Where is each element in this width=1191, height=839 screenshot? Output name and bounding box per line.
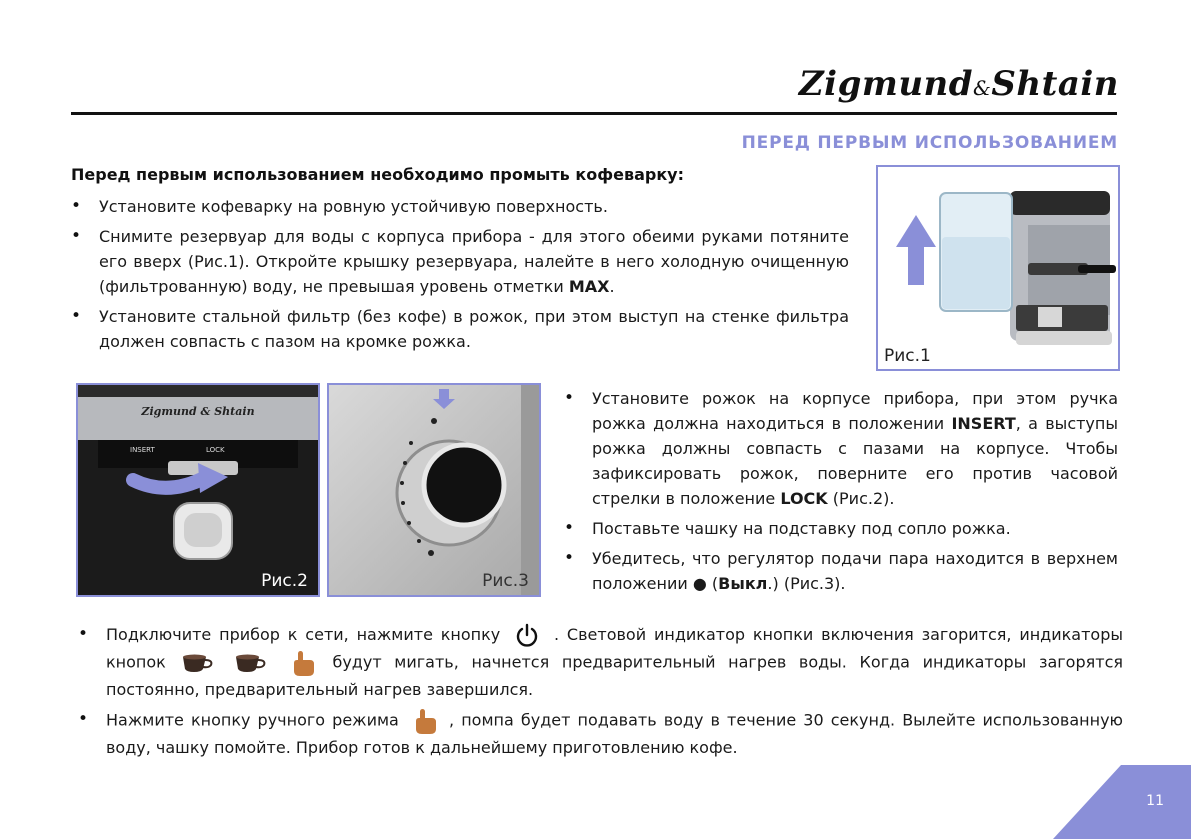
power-icon [514, 623, 540, 649]
page-corner-decoration [1053, 765, 1191, 839]
section-title: ПЕРЕД ПЕРВЫМ ИСПОЛЬЗОВАНИЕМ [741, 133, 1118, 153]
brand-logo-right: Shtain [991, 64, 1119, 104]
hand-press-icon [410, 707, 438, 735]
figure-2-lock-text: LOCK [206, 446, 225, 454]
figure-2-insert-text: INSERT [130, 446, 155, 454]
list-item: • Снимите резервуар для воды с корпуса прибора - для этого обеими руками потяните его вверх (Рис.1). Откройте крышку резервуара, налейте в него холодную очищенную (фильтрованную) воду, не превышая уровень отметки MAX. [71, 224, 849, 299]
cup-double-icon [233, 652, 269, 674]
figure-1-label: Рис.1 [884, 346, 931, 366]
brand-logo-left: Zigmund [798, 64, 974, 104]
steps-list-2 [564, 386, 1118, 601]
steps-list-3 [78, 622, 1123, 765]
list-item: • Нажмите кнопку ручного режима , помпа будет подавать воду в течение 30 секунд. Вылейте использованную воду, чашку помойте. Прибор готов к дальнейшему приготовлению кофе. [78, 707, 1123, 760]
coffee-machine-image [878, 167, 1118, 369]
steps-list-1 [71, 194, 849, 359]
brand-logo-amp: & [973, 76, 992, 100]
figure-2 [76, 383, 320, 597]
cup-single-icon [180, 652, 216, 674]
figure-3 [327, 383, 541, 597]
list-item: • Установите кофеварку на ровную устойчивую поверхность. [71, 194, 849, 219]
list-item: • Поставьте чашку на подставку под сопло рожка. [564, 516, 1118, 541]
arrow-up-icon [896, 215, 936, 285]
figure-2-label: Рис.2 [261, 571, 308, 591]
page-number: 11 [1146, 793, 1164, 809]
intro-heading: Перед первым использованием необходимо промыть кофеварку: [71, 165, 684, 184]
steam-knob-image [329, 385, 539, 595]
hand-press-icon [288, 649, 316, 677]
figure-2-brand-text: Zigmund & Shtain [141, 405, 255, 418]
portafilter-lock-image [78, 385, 318, 595]
list-item: • Установите рожок на корпусе прибора, при этом ручка рожка должна находиться в положении INSERT, а выступы рожка должны совпасть с пазами на корпусе. Чтобы зафиксировать рожок, поверните его против часовой стрелки в положение LOCK (Рис.2). [564, 386, 1118, 511]
list-item: • Подключите прибор к сети, нажмите кнопку . Световой индикатор кнопки включения загорится, индикаторы кнопок будут мигать, начнется предварительный нагрев воды. Когда индикаторы загорятся постоянно, предварительный нагрев завершился. [78, 622, 1123, 702]
header-rule [71, 112, 1117, 115]
figure-3-label: Рис.3 [482, 571, 529, 591]
figure-1 [876, 165, 1120, 371]
list-item: • Убедитесь, что регулятор подачи пара находится в верхнем положении ● (Выкл.) (Рис.3). [564, 546, 1118, 596]
list-item: • Установите стальной фильтр (без кофе) в рожок, при этом выступ на стенке фильтра должен совпасть с пазом на кромке рожка. [71, 304, 849, 354]
brand-logo [799, 64, 1119, 104]
